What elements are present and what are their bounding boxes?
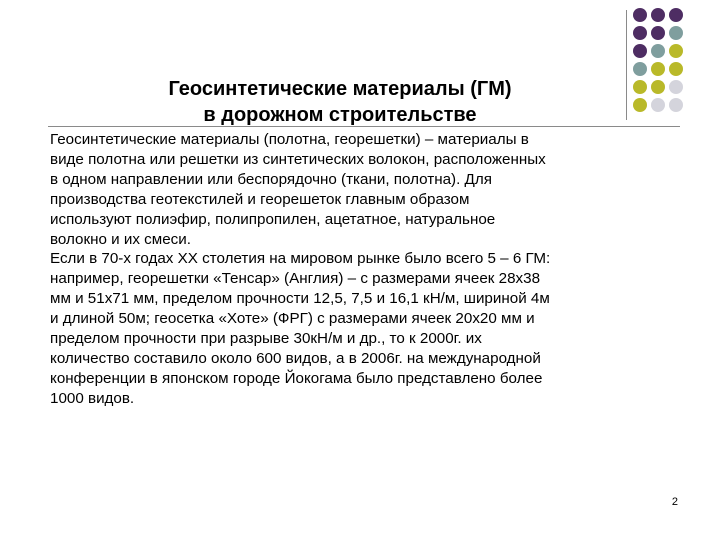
decorative-dot-icon <box>669 8 683 22</box>
slide-title <box>60 76 620 128</box>
body-line: волокно и их смеси. <box>50 230 191 248</box>
body-line: например, георешетки «Тенсар» (Англия) – с размерами ячеек 28x38 <box>50 270 541 288</box>
decorative-dot-icon <box>669 62 683 76</box>
body-line: мм и 51x71 мм, пределом прочности 12,5, 7,5 и 16,1 кН/м, шириной 4м <box>50 290 550 308</box>
body-line: виде полотна или решетки из синтетических волокон, расположенных <box>50 150 546 168</box>
decorative-dot-icon <box>633 8 647 22</box>
slide-title-line: в дорожном строительстве <box>203 104 477 126</box>
body-line: в одном направлении или беспорядочно (ткани, полотна). Для <box>50 170 492 188</box>
dot-grid-icon <box>633 8 713 120</box>
vertical-divider-line <box>626 10 627 120</box>
decorative-dot-icon <box>651 98 665 112</box>
page-number: 2 <box>671 496 678 508</box>
body-line: производства геотекстилей и георешеток главным образом <box>50 190 470 208</box>
body-line: 1000 видов. <box>50 389 135 407</box>
decorative-dot-icon <box>669 26 683 40</box>
decorative-dot-icon <box>633 44 647 58</box>
decorative-dot-icon <box>651 62 665 76</box>
body-line: и длиной 50м; геосетка «Хоте» (ФРГ) с размерами ячеек 20x20 мм и <box>50 310 535 328</box>
decorative-dot-icon <box>633 98 647 112</box>
decorative-dot-icon <box>633 80 647 94</box>
body-line: Геосинтетические материалы (полотна, георешетки) – материалы в <box>50 131 529 148</box>
body-line: Если в 70-х годах XX столетия на мировом рынке было всего 5 – 6 ГМ: <box>50 250 551 268</box>
body-line: используют полиэфир, полипропилен, ацетатное, натуральное <box>50 210 496 228</box>
body-line: количество составило около 600 видов, а в 2006г. на международной <box>50 349 541 367</box>
decorative-dot-icon <box>633 62 647 76</box>
decorative-dot-icon <box>669 80 683 94</box>
slide-body <box>50 130 650 409</box>
decorative-dot-icon <box>651 8 665 22</box>
decorative-dot-icon <box>669 98 683 112</box>
body-line: пределом прочности при разрыве 30кН/м и др., то к 2000г. их <box>50 330 482 348</box>
decorative-dot-icon <box>633 26 647 40</box>
decorative-dot-icon <box>669 44 683 58</box>
decorative-dot-icon <box>651 44 665 58</box>
body-line: конференции в японском городе Йокогама было представлено более <box>50 369 543 387</box>
decorative-dot-icon <box>651 80 665 94</box>
slide-title-line: Геосинтетические материалы (ГМ) <box>168 78 512 100</box>
decorative-dot-icon <box>651 26 665 40</box>
